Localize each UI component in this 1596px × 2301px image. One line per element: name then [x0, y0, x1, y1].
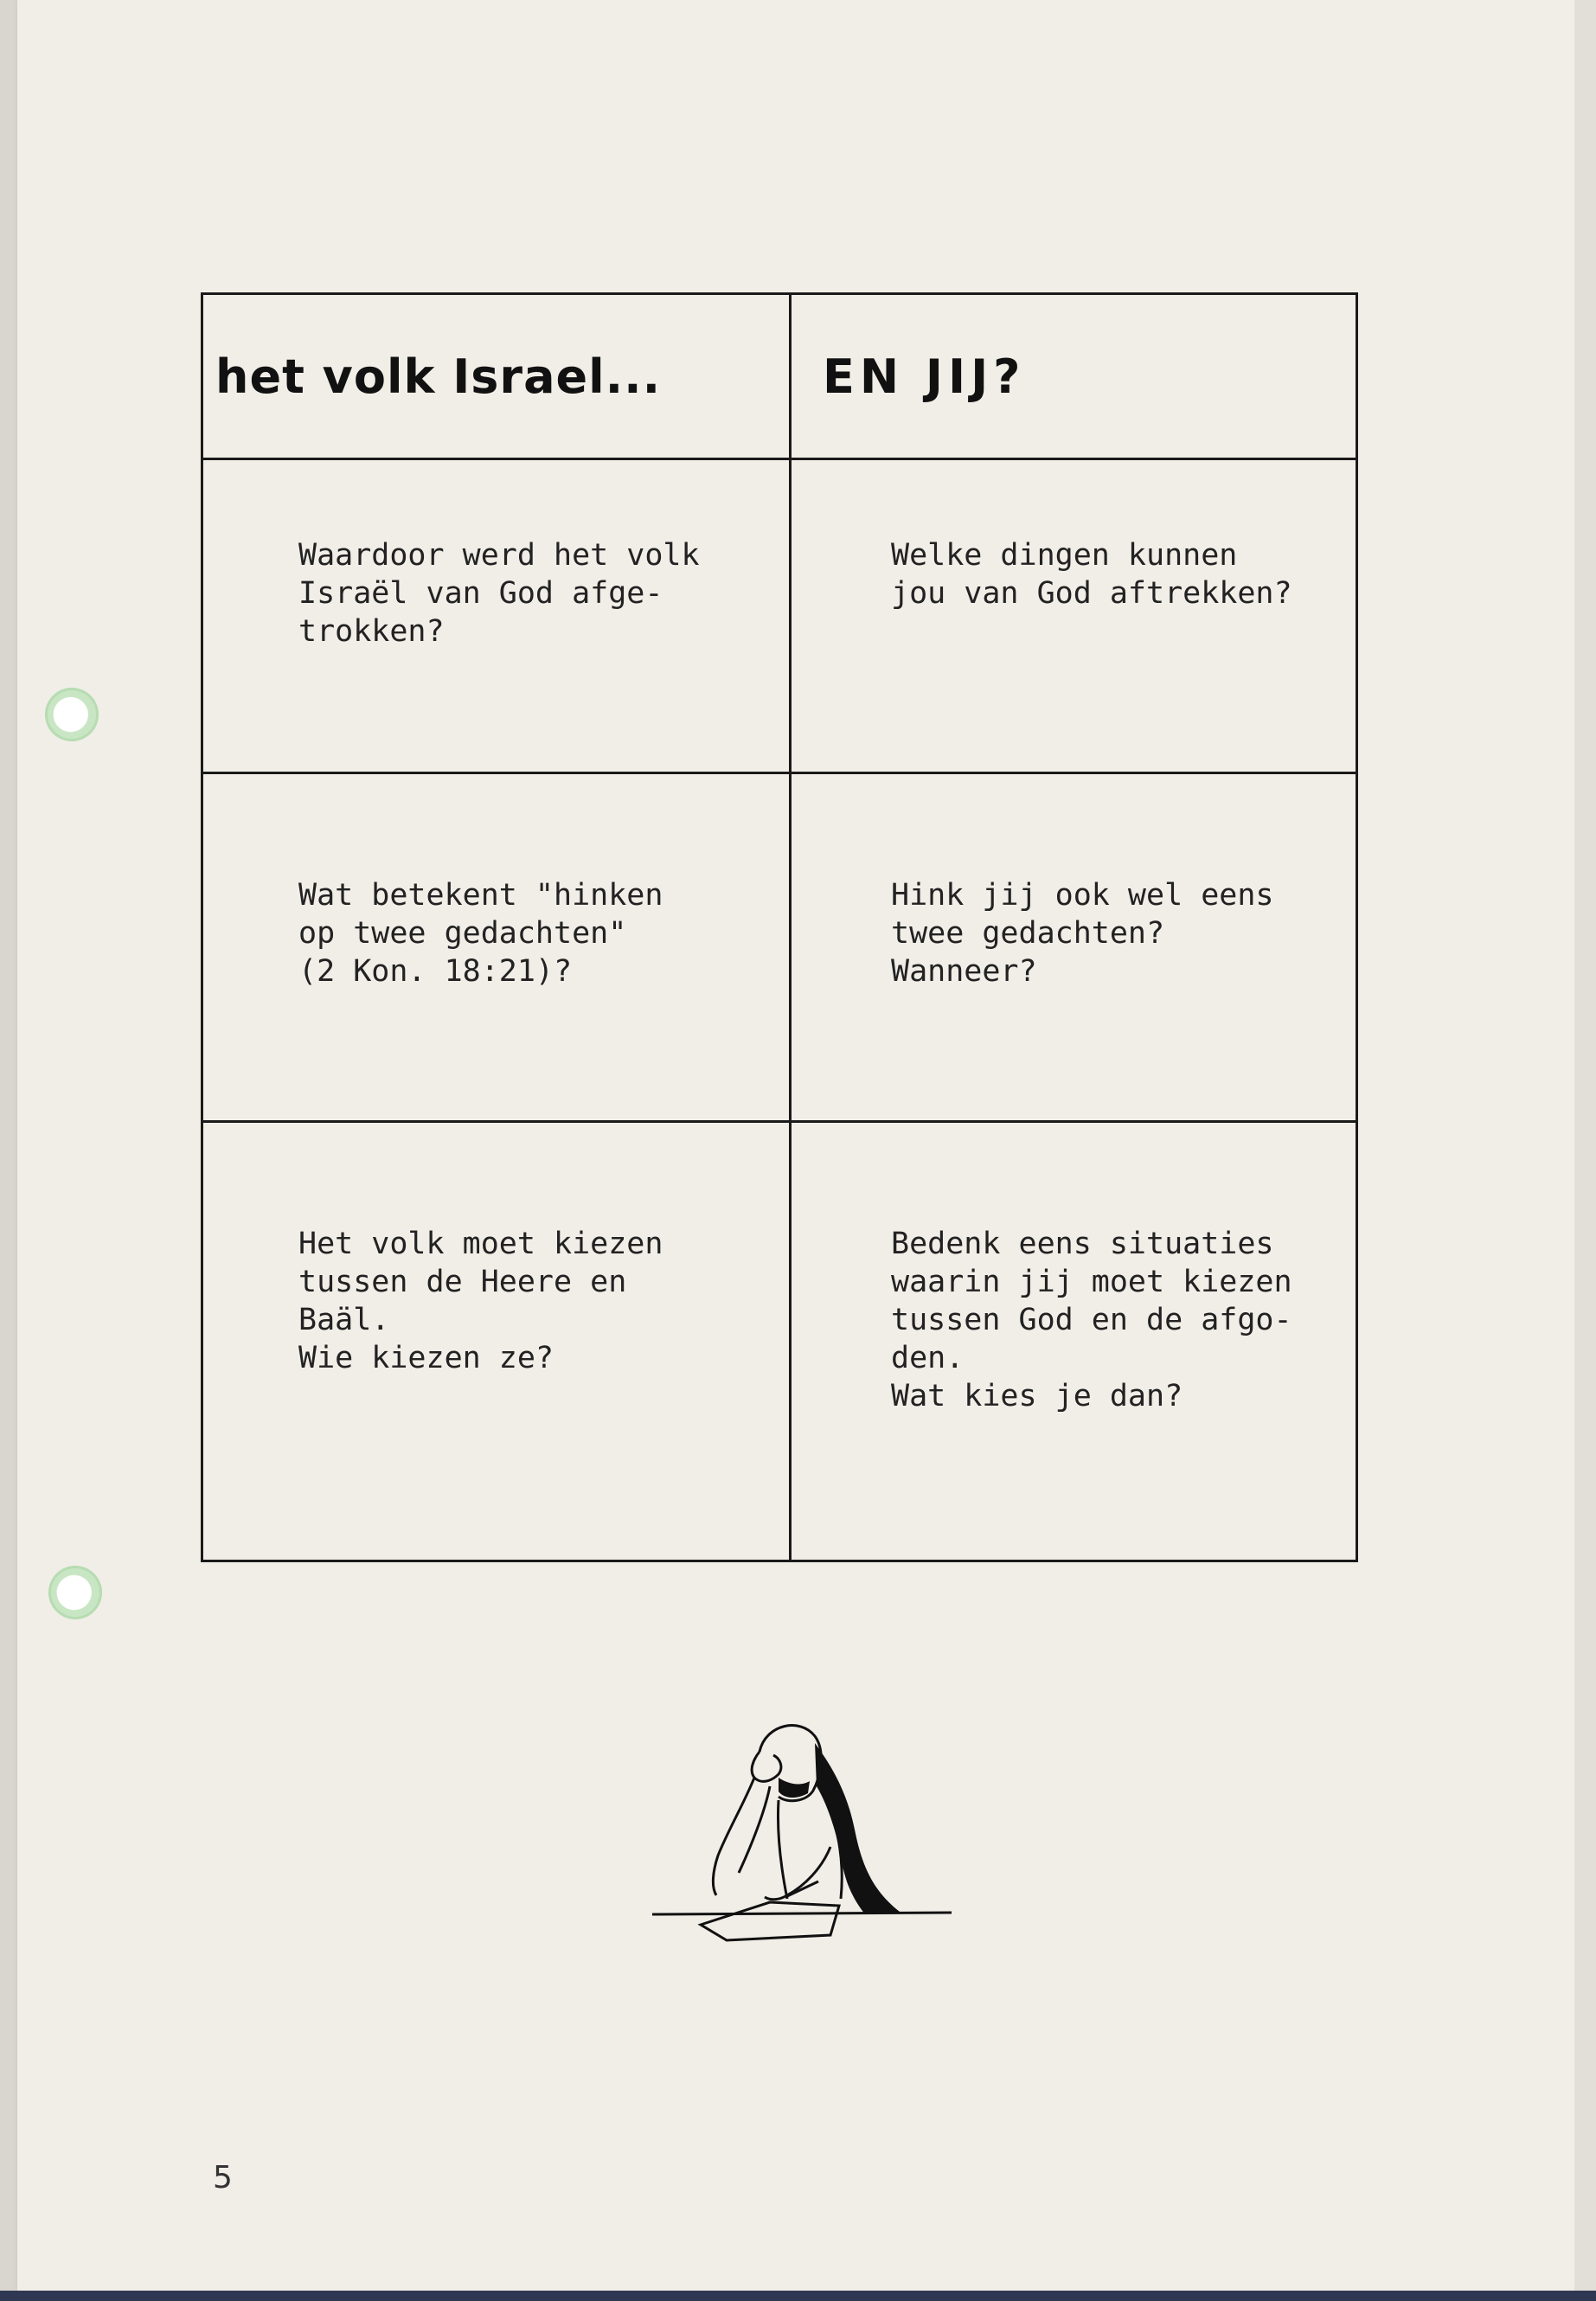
header-left: het volk Israel...	[202, 294, 791, 459]
punch-hole-top	[45, 688, 99, 741]
question-cell-left	[202, 459, 791, 773]
question-cell-right	[791, 1122, 1357, 1561]
page-edge	[1574, 0, 1596, 2301]
question-text: Waardoor werd het volk Israël van God afge- trokken?	[298, 538, 700, 649]
punch-hole-bottom	[48, 1566, 102, 1619]
question-cell-right	[791, 459, 1357, 773]
question-text: Hink jij ook wel eens twee gedachten? Wanneer?	[891, 878, 1274, 989]
question-text: Het volk moet kiezen tussen de Heere en Baäl. Wie kiezen ze?	[298, 1227, 663, 1375]
table-row	[202, 1122, 1357, 1561]
table-row	[202, 773, 1357, 1122]
question-cell-left	[202, 773, 791, 1122]
thinking-person-writing-icon	[649, 1717, 960, 1959]
question-cell-left	[202, 1122, 791, 1561]
binder-edge	[0, 2291, 1596, 2301]
page-number: 5	[213, 2160, 233, 2195]
page	[17, 0, 1574, 2291]
question-cell-right	[791, 773, 1357, 1122]
table-row	[202, 459, 1357, 773]
question-text: Welke dingen kunnen jou van God aftrekken?	[891, 538, 1292, 611]
question-text: Bedenk eens situaties waarin jij moet kiezen tussen God en de afgo- den. Wat kies je dan?	[891, 1227, 1292, 1413]
question-text: Wat betekent "hinken op twee gedachten" (2 Kon. 18:21)?	[298, 878, 663, 989]
header-right: EN JIJ?	[791, 294, 1357, 459]
header-row	[202, 294, 1357, 459]
worksheet-table	[201, 292, 1358, 1562]
